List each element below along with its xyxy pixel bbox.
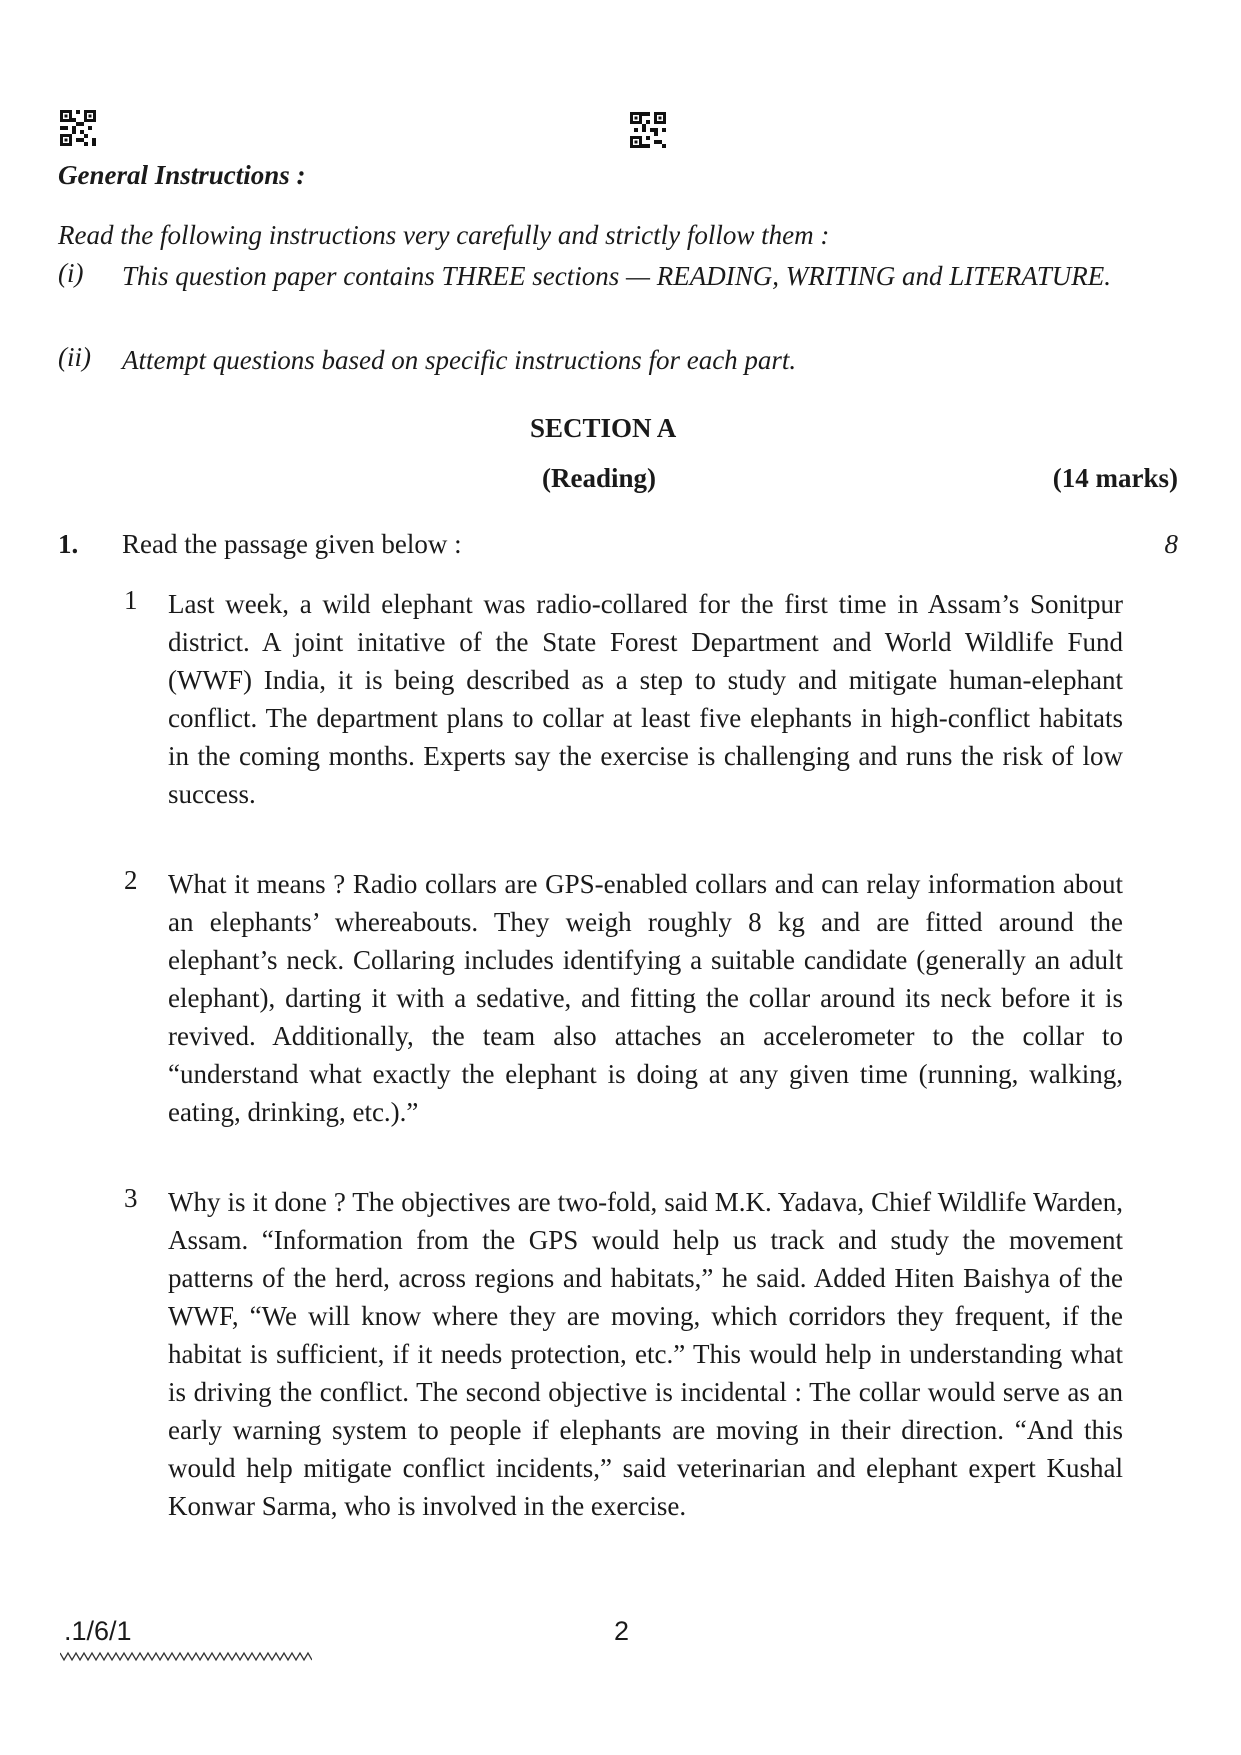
instruction-text: This question paper contains THREE sections — READING, WRITING and LITERATURE. — [122, 261, 1111, 291]
qr-code-left-icon — [60, 110, 96, 146]
qr-code-right-icon — [630, 112, 666, 148]
page-number: 2 — [614, 1616, 630, 1646]
paragraph-text: Last week, a wild elephant was radio-collared for the first time in Assam’s Sonitpur district. A joint initative of the State Forest Department and World Wildlife Fund (WWF) India, it is being described as a step to study and mitigate human-elephant conflict. The department plans to collar at least five elephants in high-conflict habitats in the coming months. Experts say the exercise is challenging and runs the risk of low success. — [168, 589, 1123, 809]
instruction-number: (ii) — [58, 342, 91, 372]
paper-code: .1/6/1 — [64, 1616, 132, 1646]
paragraph-number: 1 — [124, 585, 138, 615]
instruction-text: Attempt questions based on specific instructions for each part. — [122, 345, 797, 375]
section-title: SECTION A — [530, 413, 677, 443]
paragraph-text: Why is it done ? The objectives are two-fold, said M.K. Yadava, Chief Wildlife Warden, Assam. “Information from the GPS would help us track and study the movement patterns of the herd, across regions and habitats,” he said. Added Hiten Baishya of the WWF, “We will know where they are moving, which corridors they frequent, if the habitat is sufficient, if it needs protection, etc.” This would help in understanding what is driving the conflict. The second objective is incidental : The collar would serve as an early warning system to people if elephants are moving in their direction. “And this would help mitigate conflict incidents,” said veterinarian and elephant expert Kushal Konwar Sarma, who is involved in the exercise. — [168, 1187, 1123, 1521]
section-marks: (14 marks) — [1052, 463, 1178, 493]
question-number: 1. — [58, 529, 79, 559]
general-instructions-title: General Instructions : — [58, 160, 306, 190]
paragraph-number: 2 — [124, 865, 138, 895]
paragraph-text: What it means ? Radio collars are GPS-enabled collars and can relay information about an elephants’ whereabouts. They weigh roughly 8 kg and are fitted around the elephant’s neck. Collaring includes identifying a suitable candidate (generally an adult elephant), darting it with a sedative, and fitting the collar around its neck before it is revived. Additionally, the team also attaches an accelerometer to the collar to “understand what exactly the elephant is doing at any given time (running, walking, eating, drinking, etc.).” — [168, 869, 1123, 1127]
question-text: Read the passage given below : — [122, 529, 462, 559]
general-instructions-intro: Read the following instructions very carefully and strictly follow them : — [58, 220, 830, 250]
paragraph-number: 3 — [124, 1183, 138, 1213]
wave-underline-icon — [60, 1650, 312, 1662]
question-marks: 8 — [1164, 529, 1178, 559]
instruction-number: (i) — [58, 258, 84, 288]
section-subtitle: (Reading) — [542, 463, 656, 493]
